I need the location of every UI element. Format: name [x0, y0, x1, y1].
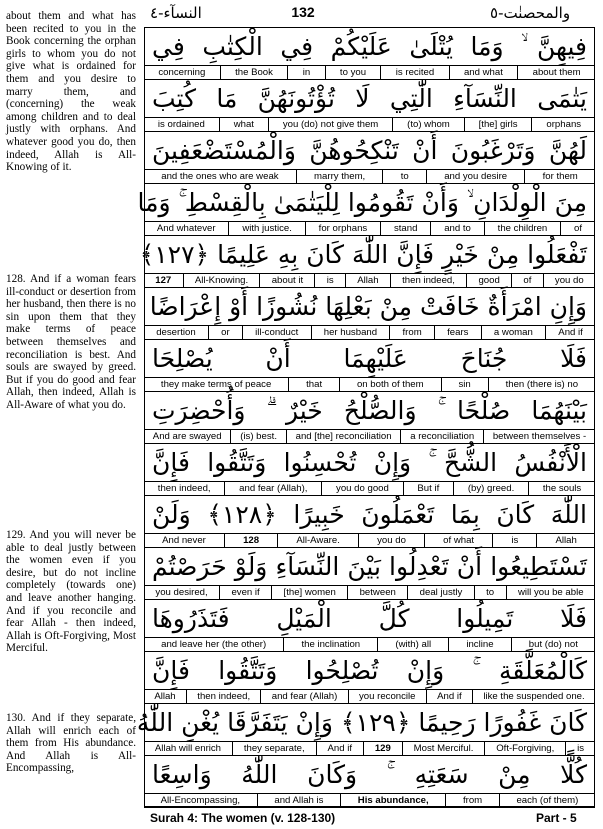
arabic-line: يَتٰمَى النِّسَآءِ الّٰتِي لَا تُؤْتُونَهُنَّ مَا كُتِبَ — [152, 84, 587, 113]
arabic-line: تَسْتَطِيعُوا أَنْ تَعْدِلُوا بَيْنَ النِّسَآءِ وَلَوْ حَرَصْتُمْ — [152, 552, 587, 581]
arabic-line: بَيْنَهُمَا صُلْحًا ۚ وَالصُّلْحُ خَيْرٌ ۗ وَأُحْضِرَتِ — [152, 396, 587, 425]
word-gloss: for them — [542, 171, 578, 182]
word-gloss: 128 — [225, 534, 278, 547]
word-gloss: from — [446, 794, 499, 807]
word-gloss: orphans — [546, 119, 582, 130]
word-gloss: to — [475, 586, 507, 599]
word-gloss: Most Merciful. — [403, 742, 486, 755]
word-gloss: is recited — [381, 66, 449, 79]
english-word-row — [144, 325, 595, 340]
word-gloss: or — [209, 326, 243, 339]
word-gloss: and fear (Allah) — [261, 690, 348, 703]
word-gloss: each (of them) — [516, 795, 579, 806]
arabic-line: فَلَا جُنَاحَ عَلَيْهِمَا أَنْ يُصْلِحَا — [152, 344, 587, 373]
word-gloss: her husband — [312, 326, 391, 339]
word-gloss: you do — [359, 534, 425, 547]
word-gloss: in — [288, 66, 325, 79]
word-gloss: the souls — [542, 483, 582, 494]
arabic-line: كَالْمُعَلَّقَةِ ۚ وَإِنْ تُصْلِحُوا وَتَتَّقُوا فَإِنَّ — [152, 656, 587, 685]
word-gloss: between — [348, 586, 408, 599]
english-word-row — [144, 741, 595, 756]
arabic-line: كَانَ غَفُورًا رَحِيمًا ﴿١٢٩﴾ وَإِنْ يَتَفَرَّقَا يُغْنِ اللّٰهُ — [136, 708, 587, 737]
english-word-row — [144, 65, 595, 80]
word-gloss: (to) whom — [393, 118, 465, 131]
arabic-line: مِنَ الْوِلْدَانِ ۙ وَأَنْ تَقُومُوا لِلْيَتٰمَىٰ بِالْقِسْطِ ۚ وَمَا — [137, 188, 587, 217]
word-gloss: But if — [404, 482, 454, 495]
word-gloss: And are swayed — [144, 430, 231, 443]
english-word-row — [144, 169, 595, 184]
word-gloss: then indeed, — [187, 690, 261, 703]
word-gloss: the Book — [221, 66, 289, 79]
word-gloss: to — [383, 170, 426, 183]
word-gloss: between themselves - — [492, 431, 587, 442]
word-gloss: 129 — [364, 742, 403, 755]
english-word-row — [144, 689, 595, 704]
word-gloss: then indeed, — [391, 274, 467, 287]
word-gloss: concerning — [144, 66, 221, 79]
english-word-row — [144, 793, 595, 808]
word-gloss: is — [493, 534, 537, 547]
word-gloss: of what — [425, 534, 493, 547]
arabic-line: اللّٰهَ كَانَ بِمَا تَعْمَلُونَ خَبِيرًا ﴿١٢٨﴾ وَلَنْ — [152, 500, 587, 529]
word-gloss: is ordained — [144, 118, 220, 131]
word-gloss: for orphans — [306, 222, 381, 235]
arabic-line: لَهُنَّ وَتَرْغَبُونَ أَنْ تَنْكِحُوهُنَّ وَالْمُسْتَضْعَفِينَ — [152, 136, 587, 165]
surah-header-label: النسآء-٤ — [150, 4, 202, 22]
word-gloss: what — [220, 118, 269, 131]
word-gloss: [the] girls — [465, 118, 533, 131]
word-gloss: a woman — [482, 326, 546, 339]
word-gloss: and to — [431, 222, 484, 235]
word-gloss: will you be able — [517, 587, 584, 598]
word-gloss: of — [574, 223, 583, 234]
english-word-row — [144, 273, 595, 288]
word-gloss: and you desire — [427, 170, 525, 183]
word-gloss: And if — [427, 690, 473, 703]
word-gloss: on both of them — [340, 378, 442, 391]
word-gloss: incline — [449, 638, 511, 651]
word-gloss: and fear (Allah), — [225, 482, 322, 495]
word-gloss: the children — [485, 222, 561, 235]
english-word-row — [144, 481, 595, 496]
word-gloss: And if — [558, 327, 583, 338]
surah-footer: Surah 4: The women (v. 128-130) — [150, 811, 336, 825]
word-gloss: Allah — [555, 535, 577, 546]
word-gloss: of — [512, 274, 544, 287]
word-gloss: is — [315, 274, 345, 287]
translation-paragraph-130: 130. And if they separate, Allah will enrich each of them from His abundance. And Allah is All-Encompassing, — [6, 712, 136, 775]
word-gloss: and leave her (the other) — [144, 638, 284, 651]
word-gloss: stand — [381, 222, 431, 235]
word-gloss: you reconcile — [349, 690, 427, 703]
word-gloss: All-Encompassing, — [144, 794, 258, 807]
word-gloss: you do — [554, 275, 584, 286]
word-gloss: (by) greed. — [454, 482, 529, 495]
word-gloss: sin — [442, 378, 489, 391]
word-gloss: you (do) not give them — [269, 118, 393, 131]
word-gloss: then (there is) no — [505, 379, 579, 390]
english-word-row — [144, 429, 595, 444]
english-word-row — [144, 117, 595, 132]
word-gloss: And never — [144, 534, 225, 547]
arabic-line: الْأَنْفُسُ الشُّحَّ ۚ وَإِنْ تُحْسِنُوا وَتَتَّقُوا فَإِنَّ — [152, 448, 587, 477]
translation-paragraph-128: 128. And if a woman fears ill-conduct or desertion from her husband, then there is no sin upon them that they make terms of peace between themselves and reconciliation is best. And souls are swayed by greed. But if you do good and fear Allah, then indeed, Allah is All-Aware of what you do. — [6, 273, 136, 411]
word-gloss: a reconciliation — [401, 430, 484, 443]
translation-paragraph-129: 129. And you will never be able to deal justly between the women even if you desire, but do not incline completely (towards one) and leave another hanging. And if you reconcile and fear Allah - then indeed, Allah is Oft-Forgiving, Most Merciful. — [6, 529, 136, 655]
word-gloss: with justice. — [229, 222, 305, 235]
english-word-row — [144, 221, 595, 236]
word-gloss: you desired, — [144, 586, 220, 599]
juz-header-label: والمحصنٰت-٥ — [490, 4, 571, 22]
word-gloss: marry them, — [297, 170, 384, 183]
word-gloss: and [the] reconciliation — [287, 430, 402, 443]
page-number: 132 — [291, 4, 315, 20]
word-gloss: His abundance, — [341, 794, 446, 807]
english-word-row — [144, 585, 595, 600]
word-gloss: even if — [220, 586, 272, 599]
word-gloss: Allah will enrich — [144, 742, 233, 755]
arabic-line: فِيهِنَّ ۙ وَمَا يُتْلَىٰ عَلَيْكُمْ فِي الْكِتٰبِ فِي — [152, 32, 587, 61]
word-gloss: is — [577, 743, 585, 754]
word-gloss: good — [467, 274, 512, 287]
word-gloss: Allah — [346, 274, 391, 287]
word-gloss: All-Aware. — [278, 534, 359, 547]
word-gloss: but (do) not — [528, 639, 578, 650]
word-gloss: fears — [435, 326, 482, 339]
part-footer: Part - 5 — [536, 811, 577, 825]
english-word-row — [144, 377, 595, 392]
word-gloss: (is) best. — [231, 430, 286, 443]
word-gloss: deal justly — [408, 586, 474, 599]
word-gloss: And if — [317, 742, 364, 755]
english-word-row — [144, 533, 595, 548]
word-gloss: they make terms of peace — [144, 378, 289, 391]
word-gloss: like the suspended one. — [483, 691, 585, 702]
word-gloss: they separate, — [233, 742, 317, 755]
word-gloss: the inclination — [284, 638, 378, 651]
word-gloss: All-Knowing. — [184, 274, 261, 287]
word-gloss: and what — [450, 66, 519, 79]
word-gloss: and the ones who are weak — [144, 170, 297, 183]
arabic-line: كُلًّا مِنْ سَعَتِهِ ۚ وَكَانَ اللّٰهُ وَاسِعًا — [152, 760, 587, 789]
arabic-line: تَفْعَلُوا مِنْ خَيْرٍ فَإِنَّ اللّٰهَ كَانَ بِهِ عَلِيمًا ﴿١٢٧﴾ — [139, 240, 587, 269]
word-gloss: about it — [260, 274, 315, 287]
word-gloss: (with) all — [378, 638, 449, 651]
word-gloss: to you — [326, 66, 382, 79]
word-gloss: Oft-Forgiving, — [485, 742, 566, 755]
word-gloss: from — [390, 326, 435, 339]
translation-paragraph-127: about them and what has been recited to you in the Book concerning the orphan girls to whom you do not give what is ordained for them and you desire to marry them, and (concerning) the weak among children and to deal justly with orphans. And whatever good you do, then indeed, Allah is All-Knowing of it. — [6, 10, 136, 174]
word-gloss: And whatever — [144, 222, 229, 235]
word-gloss: about them — [532, 67, 581, 78]
word-gloss: you do good — [322, 482, 403, 495]
word-gloss: desertion — [144, 326, 209, 339]
word-gloss: [the] women — [272, 586, 348, 599]
arabic-line: وَإِنِ امْرَأَةٌ خَافَتْ مِنْ بَعْلِهَا نُشُوزًا أَوْ إِعْرَاضًا — [149, 292, 587, 321]
english-word-row — [144, 637, 595, 652]
word-gloss: ill-conduct — [243, 326, 312, 339]
word-gloss: then indeed, — [144, 482, 225, 495]
word-gloss: Allah — [144, 690, 187, 703]
arabic-line: فَلَا تَمِيلُوا كُلَّ الْمَيْلِ فَتَذَرُوهَا — [152, 604, 587, 633]
word-gloss: that — [289, 378, 340, 391]
word-gloss: and Allah is — [258, 794, 341, 807]
word-gloss: 127 — [144, 274, 184, 287]
